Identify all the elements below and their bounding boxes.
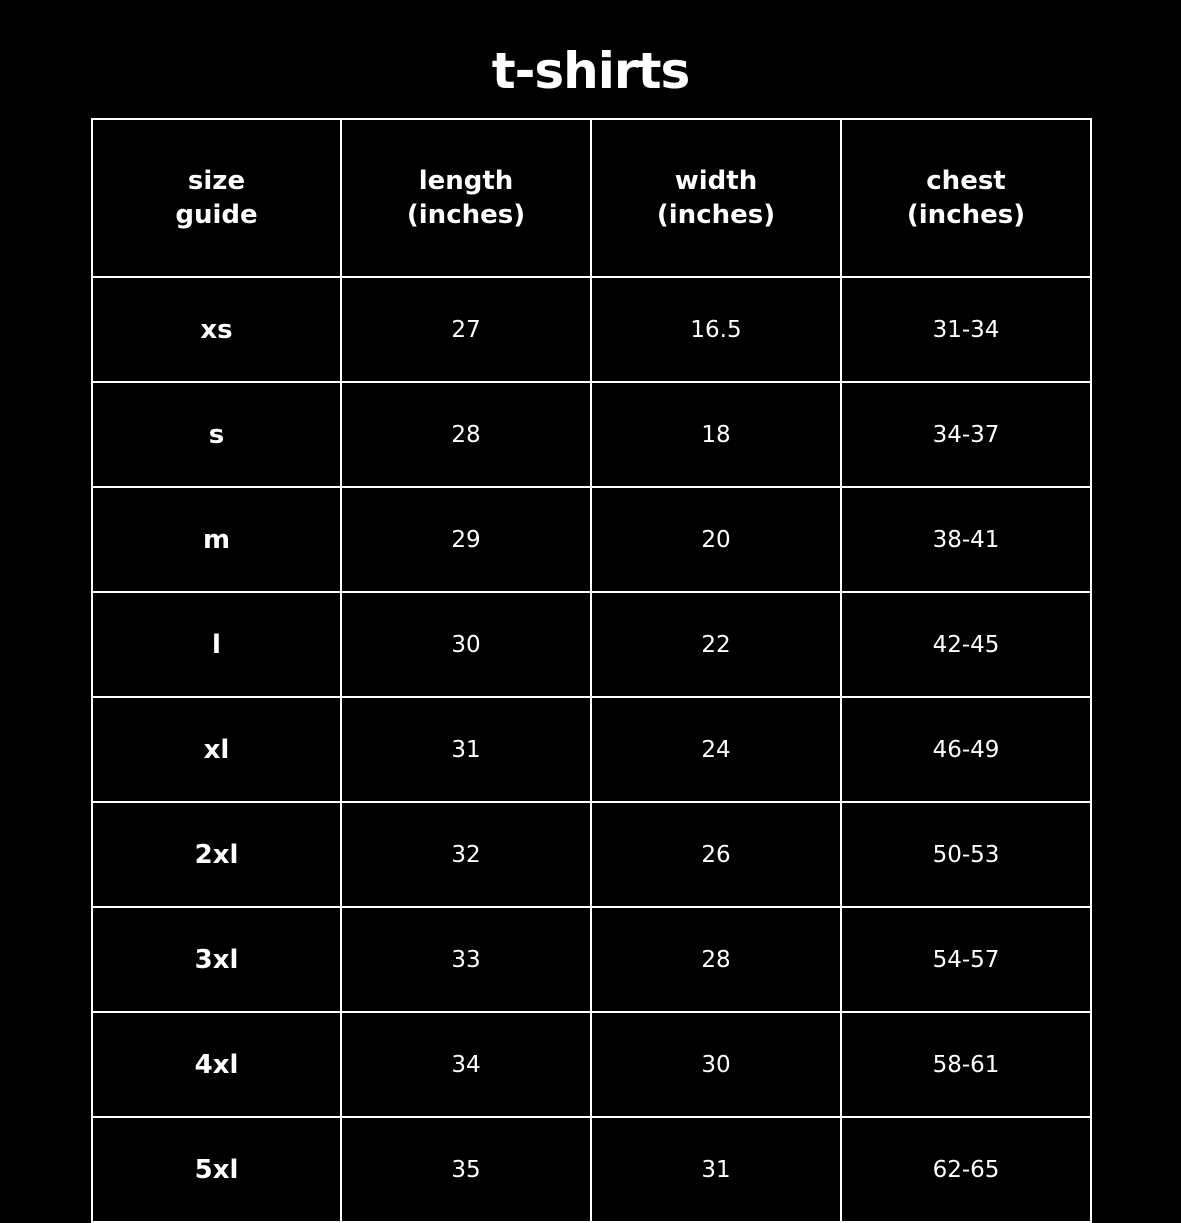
column-header-chest	[841, 119, 1091, 277]
cell-size: 5xl	[92, 1117, 341, 1222]
cell-width: 30	[591, 1012, 841, 1117]
cell-length: 30	[341, 592, 591, 697]
cell-size: xl	[92, 697, 341, 802]
table-row	[92, 1117, 1091, 1222]
table-row	[92, 802, 1091, 907]
column-header-width-line2: (inches)	[656, 200, 776, 230]
cell-chest: 31-34	[841, 277, 1091, 382]
cell-chest: 46-49	[841, 697, 1091, 802]
column-header-size	[92, 119, 341, 277]
cell-size: xs	[92, 277, 341, 382]
column-header-size-line2: guide	[175, 200, 258, 230]
table-row	[92, 382, 1091, 487]
cell-width: 20	[591, 487, 841, 592]
cell-size: 2xl	[92, 802, 341, 907]
table-row	[92, 907, 1091, 1012]
cell-width: 18	[591, 382, 841, 487]
column-header-chest-line1: chest	[926, 165, 1006, 196]
table-row	[92, 1012, 1091, 1117]
table-header-row	[92, 119, 1091, 277]
cell-chest: 38-41	[841, 487, 1091, 592]
table-header	[92, 119, 1091, 277]
cell-width: 16.5	[591, 277, 841, 382]
cell-chest: 58-61	[841, 1012, 1091, 1117]
table-row	[92, 697, 1091, 802]
cell-width: 31	[591, 1117, 841, 1222]
table-row	[92, 487, 1091, 592]
column-header-width	[591, 119, 841, 277]
column-header-size-line1: size	[187, 165, 246, 196]
table-row	[92, 592, 1091, 697]
cell-length: 35	[341, 1117, 591, 1222]
column-header-length-line2: (inches)	[406, 200, 526, 230]
cell-size: m	[92, 487, 341, 592]
cell-size: s	[92, 382, 341, 487]
cell-length: 29	[341, 487, 591, 592]
cell-length: 33	[341, 907, 591, 1012]
cell-size: l	[92, 592, 341, 697]
cell-chest: 54-57	[841, 907, 1091, 1012]
cell-chest: 50-53	[841, 802, 1091, 907]
cell-length: 32	[341, 802, 591, 907]
column-header-length	[341, 119, 591, 277]
table-row	[92, 277, 1091, 382]
cell-chest: 62-65	[841, 1117, 1091, 1222]
cell-size: 3xl	[92, 907, 341, 1012]
column-header-width-line1: width	[674, 165, 758, 196]
column-header-chest-line2: (inches)	[906, 200, 1026, 230]
cell-size: 4xl	[92, 1012, 341, 1117]
column-header-length-line1: length	[418, 165, 514, 196]
size-chart-container	[91, 118, 1090, 1223]
cell-width: 22	[591, 592, 841, 697]
cell-length: 34	[341, 1012, 591, 1117]
table-body	[92, 277, 1091, 1222]
cell-chest: 42-45	[841, 592, 1091, 697]
cell-length: 28	[341, 382, 591, 487]
cell-length: 31	[341, 697, 591, 802]
cell-width: 24	[591, 697, 841, 802]
size-chart-table	[91, 118, 1092, 1223]
cell-chest: 34-37	[841, 382, 1091, 487]
cell-width: 28	[591, 907, 841, 1012]
cell-width: 26	[591, 802, 841, 907]
page-title: t-shirts	[491, 42, 690, 100]
cell-length: 27	[341, 277, 591, 382]
